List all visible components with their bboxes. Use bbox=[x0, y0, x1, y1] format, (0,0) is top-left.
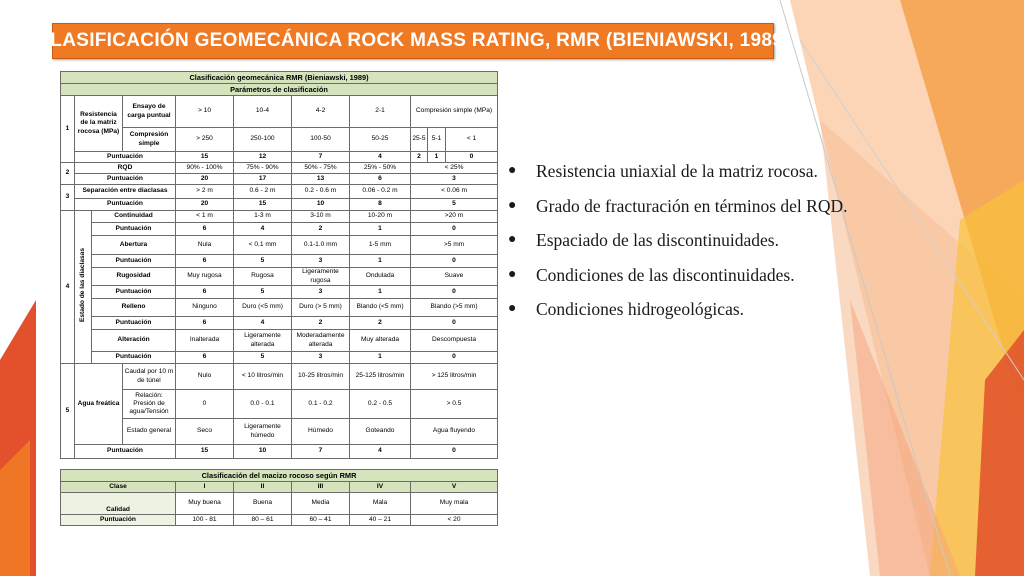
score-cell: 17 bbox=[234, 174, 292, 185]
row-label: Alteración bbox=[92, 330, 176, 352]
table-cell: 0 bbox=[176, 390, 234, 419]
score-cell: 2 bbox=[411, 152, 428, 163]
table-cell: 10-25 litros/min bbox=[292, 364, 350, 390]
table-cell: > 10 bbox=[176, 96, 234, 128]
table-cell: Inalterada bbox=[176, 330, 234, 352]
table-cell: >20 m bbox=[411, 211, 498, 223]
score-label: Puntuación bbox=[92, 352, 176, 364]
table-cell: Rugosa bbox=[234, 268, 292, 286]
table-cell: Muy rugosa bbox=[176, 268, 234, 286]
bullet-item bbox=[508, 159, 848, 194]
bullet-item bbox=[508, 297, 848, 332]
table-cell: 10-20 m bbox=[350, 211, 411, 223]
score-cell: 4 bbox=[350, 445, 411, 459]
score-cell: 6 bbox=[176, 286, 234, 299]
row-label: Abertura bbox=[92, 236, 176, 255]
row-label: Rugosidad bbox=[92, 268, 176, 286]
score-cell: 0 bbox=[446, 152, 498, 163]
table-cell: 4-2 bbox=[292, 96, 350, 128]
bullet-list bbox=[508, 159, 848, 332]
table-cell: 0.1 - 0.2 bbox=[292, 390, 350, 419]
param-1-label: Resistencia de la matriz rocosa (MPa) bbox=[75, 96, 123, 152]
param-2-label: RQD bbox=[75, 163, 176, 174]
score-cell: 3 bbox=[292, 255, 350, 268]
table-cell: 25% - 50% bbox=[350, 163, 411, 174]
score-cell: 15 bbox=[234, 199, 292, 211]
score-cell: 6 bbox=[176, 352, 234, 364]
table-cell: < 0.06 m bbox=[411, 185, 498, 199]
bullet-item bbox=[508, 263, 848, 298]
table-cell: 5-1 bbox=[428, 128, 446, 152]
bullet-icon: ● bbox=[508, 232, 517, 247]
bullet-icon: ● bbox=[508, 197, 517, 213]
row-label: Relleno bbox=[92, 299, 176, 317]
table-cell: Goteando bbox=[350, 419, 411, 445]
table-cell: < 0.1 mm bbox=[234, 236, 292, 255]
class-cell: I bbox=[176, 482, 234, 493]
table-cell: 75% - 90% bbox=[234, 163, 292, 174]
compression-note: Compresión simple (MPa) bbox=[411, 96, 498, 128]
bullet-icon: ● bbox=[508, 266, 517, 282]
score-cell: 6 bbox=[176, 223, 234, 236]
class-cell: II bbox=[234, 482, 292, 493]
table-cell: 25-5 bbox=[411, 128, 428, 152]
bullet-text: Resistencia uniaxial de la matriz rocosa. bbox=[536, 161, 818, 181]
score-range-cell: 60 – 41 bbox=[292, 515, 350, 526]
score-cell: 5 bbox=[234, 255, 292, 268]
score-cell: 20 bbox=[176, 199, 234, 211]
table-cell: < 1 m bbox=[176, 211, 234, 223]
score-cell: 12 bbox=[234, 152, 292, 163]
score-range-cell: 80 – 61 bbox=[234, 515, 292, 526]
score-label: Puntuación bbox=[92, 317, 176, 330]
score-cell: 15 bbox=[176, 152, 234, 163]
score-cell: 5 bbox=[411, 199, 498, 211]
bullet-item bbox=[508, 228, 848, 263]
score-cell: 7 bbox=[292, 152, 350, 163]
param-1-sub-label: Ensayo de carga puntual bbox=[123, 96, 176, 128]
slide-title: CLASIFICACIÓN GEOMECÁNICA ROCK MASS RATING, RMR (BIENIAWSKI, 1989) bbox=[36, 30, 790, 51]
score-cell: 15 bbox=[176, 445, 234, 459]
param-1-number: 1 bbox=[61, 96, 75, 163]
class-table-title: Clasificación del macizo rocoso según RMR bbox=[61, 470, 498, 482]
table-cell: Nulo bbox=[176, 364, 234, 390]
score-label: Puntuación bbox=[75, 152, 176, 163]
score-label: Puntuación bbox=[75, 174, 176, 185]
table-cell: 25-125 litros/min bbox=[350, 364, 411, 390]
bullet-text: Grado de fracturación en términos del RQD. bbox=[536, 195, 848, 216]
table-cell: > 250 bbox=[176, 128, 234, 152]
score-cell: 10 bbox=[234, 445, 292, 459]
score-label: Puntuación bbox=[92, 255, 176, 268]
table-cell: 10-4 bbox=[234, 96, 292, 128]
table-cell: 2-1 bbox=[350, 96, 411, 128]
score-cell: 1 bbox=[350, 255, 411, 268]
score-cell: 2 bbox=[292, 223, 350, 236]
param-1-sub-label: Compresión simple bbox=[123, 128, 176, 152]
score-cell: 0 bbox=[411, 445, 498, 459]
quality-cell: Media bbox=[292, 493, 350, 515]
score-cell: 0 bbox=[411, 223, 498, 236]
score-cell: 1 bbox=[428, 152, 446, 163]
table-cell: Suave bbox=[411, 268, 498, 286]
score-cell: 6 bbox=[176, 255, 234, 268]
bullet-text: Condiciones de las discontinuidades. bbox=[536, 264, 795, 285]
score-cell: 4 bbox=[234, 223, 292, 236]
param-4-vertical-label: Estado de las diaclasas bbox=[78, 248, 86, 323]
score-cell: 5 bbox=[234, 352, 292, 364]
table-cell: 0.2 - 0.6 m bbox=[292, 185, 350, 199]
table-cell: Ligeramente húmedo bbox=[234, 419, 292, 445]
table-cell: 100-50 bbox=[292, 128, 350, 152]
table-cell: 50% - 75% bbox=[292, 163, 350, 174]
table-cell: Ligeramente rugosa bbox=[292, 268, 350, 286]
score-cell: 1 bbox=[350, 286, 411, 299]
table-cell: Muy alterada bbox=[350, 330, 411, 352]
score-cell: 6 bbox=[350, 174, 411, 185]
score-label: Puntuación bbox=[92, 223, 176, 236]
row-label: Caudal por 10 m de túnel bbox=[123, 364, 176, 390]
score-cell: 4 bbox=[234, 317, 292, 330]
table-cell: 90% - 100% bbox=[176, 163, 234, 174]
table-subtitle: Parámetros de clasificación bbox=[61, 84, 498, 96]
score-label: Puntuación bbox=[92, 286, 176, 299]
param-5-number: 5 bbox=[61, 364, 75, 459]
rmr-classification-table bbox=[60, 71, 498, 526]
table-cell: 250-100 bbox=[234, 128, 292, 152]
class-cell: IV bbox=[350, 482, 411, 493]
score-cell: 0 bbox=[411, 352, 498, 364]
table-cell: >5 mm bbox=[411, 236, 498, 255]
row-label: Continuidad bbox=[92, 211, 176, 223]
score-cell: 13 bbox=[292, 174, 350, 185]
score-cell: 3 bbox=[292, 286, 350, 299]
table-cell: 0.0 - 0.1 bbox=[234, 390, 292, 419]
score-cell: 1 bbox=[350, 352, 411, 364]
bullet-text: Condiciones hidrogeológicas. bbox=[536, 299, 745, 319]
score-cell: 1 bbox=[350, 223, 411, 236]
table-cell: > 0.5 bbox=[411, 390, 498, 419]
title-banner bbox=[36, 23, 790, 59]
quality-cell: Buena bbox=[234, 493, 292, 515]
param-3-label: Separación entre diaclasas bbox=[75, 185, 176, 199]
table-cell: < 1 bbox=[446, 128, 498, 152]
score-cell: 3 bbox=[292, 352, 350, 364]
class-label: Clase bbox=[61, 482, 176, 493]
param-2-number: 2 bbox=[61, 163, 75, 185]
param-4-number: 4 bbox=[61, 211, 75, 364]
score-cell: 10 bbox=[292, 199, 350, 211]
bullet-text: Espaciado de las discontinuidades. bbox=[536, 230, 779, 250]
param-4-vertical-cell bbox=[75, 211, 92, 364]
bullet-icon: ● bbox=[508, 301, 517, 316]
score-cell: 6 bbox=[176, 317, 234, 330]
class-cell: III bbox=[292, 482, 350, 493]
quality-cell: Muy buena bbox=[176, 493, 234, 515]
score-cell: 3 bbox=[411, 174, 498, 185]
table-cell: Nula bbox=[176, 236, 234, 255]
table-title: Clasificación geomecánica RMR (Bieniawski, 1989) bbox=[61, 72, 498, 84]
table-cell: Húmedo bbox=[292, 419, 350, 445]
table-cell: Duro (<5 mm) bbox=[234, 299, 292, 317]
quality-label: Calidad bbox=[61, 493, 176, 515]
table-cell: Descompuesta bbox=[411, 330, 498, 352]
score-cell: 0 bbox=[411, 255, 498, 268]
score-cell: 2 bbox=[292, 317, 350, 330]
table-cell: 0.06 - 0.2 m bbox=[350, 185, 411, 199]
table-cell: 50-25 bbox=[350, 128, 411, 152]
table-cell: > 125 litros/min bbox=[411, 364, 498, 390]
table-cell: 1-5 mm bbox=[350, 236, 411, 255]
table-cell: 0.1-1.0 mm bbox=[292, 236, 350, 255]
table-cell: > 2 m bbox=[176, 185, 234, 199]
score-cell: 7 bbox=[292, 445, 350, 459]
table-cell: 0.2 - 0.5 bbox=[350, 390, 411, 419]
score-cell: 5 bbox=[234, 286, 292, 299]
table-cell: < 25% bbox=[411, 163, 498, 174]
score-cell: 0 bbox=[411, 317, 498, 330]
table-cell: 3-10 m bbox=[292, 211, 350, 223]
table-cell: Ligeramente alterada bbox=[234, 330, 292, 352]
bullet-item bbox=[508, 194, 848, 229]
table-cell: Seco bbox=[176, 419, 234, 445]
row-label: Relación: Presión de agua/Tensión bbox=[123, 390, 176, 419]
class-cell: V bbox=[411, 482, 498, 493]
table-cell: Ninguno bbox=[176, 299, 234, 317]
table-spacer bbox=[61, 459, 498, 470]
table-cell: Ondulada bbox=[350, 268, 411, 286]
table-cell: Duro (> 5 mm) bbox=[292, 299, 350, 317]
bullet-icon: ● bbox=[508, 163, 517, 178]
row-label: Estado general bbox=[123, 419, 176, 445]
table-cell: Blando (>5 mm) bbox=[411, 299, 498, 317]
table-cell: < 10 litros/min bbox=[234, 364, 292, 390]
quality-cell: Mala bbox=[350, 493, 411, 515]
score-label: Puntuación bbox=[75, 199, 176, 211]
table-cell: Moderadamente alterada bbox=[292, 330, 350, 352]
score-range-cell: 40 – 21 bbox=[350, 515, 411, 526]
score-label: Puntuación bbox=[75, 445, 176, 459]
table-cell: Agua fluyendo bbox=[411, 419, 498, 445]
score-range-cell: < 20 bbox=[411, 515, 498, 526]
score-cell: 20 bbox=[176, 174, 234, 185]
score-cell: 0 bbox=[411, 286, 498, 299]
score-cell: 2 bbox=[350, 317, 411, 330]
quality-cell: Muy mala bbox=[411, 493, 498, 515]
score-cell: 8 bbox=[350, 199, 411, 211]
param-5-label: Agua freática bbox=[75, 364, 123, 445]
table-cell: Blando (<5 mm) bbox=[350, 299, 411, 317]
score-cell: 4 bbox=[350, 152, 411, 163]
table-cell: 0.6 - 2 m bbox=[234, 185, 292, 199]
table-cell: 1-3 m bbox=[234, 211, 292, 223]
score-label: Puntuación bbox=[61, 515, 176, 526]
param-3-number: 3 bbox=[61, 185, 75, 211]
score-range-cell: 100 - 81 bbox=[176, 515, 234, 526]
